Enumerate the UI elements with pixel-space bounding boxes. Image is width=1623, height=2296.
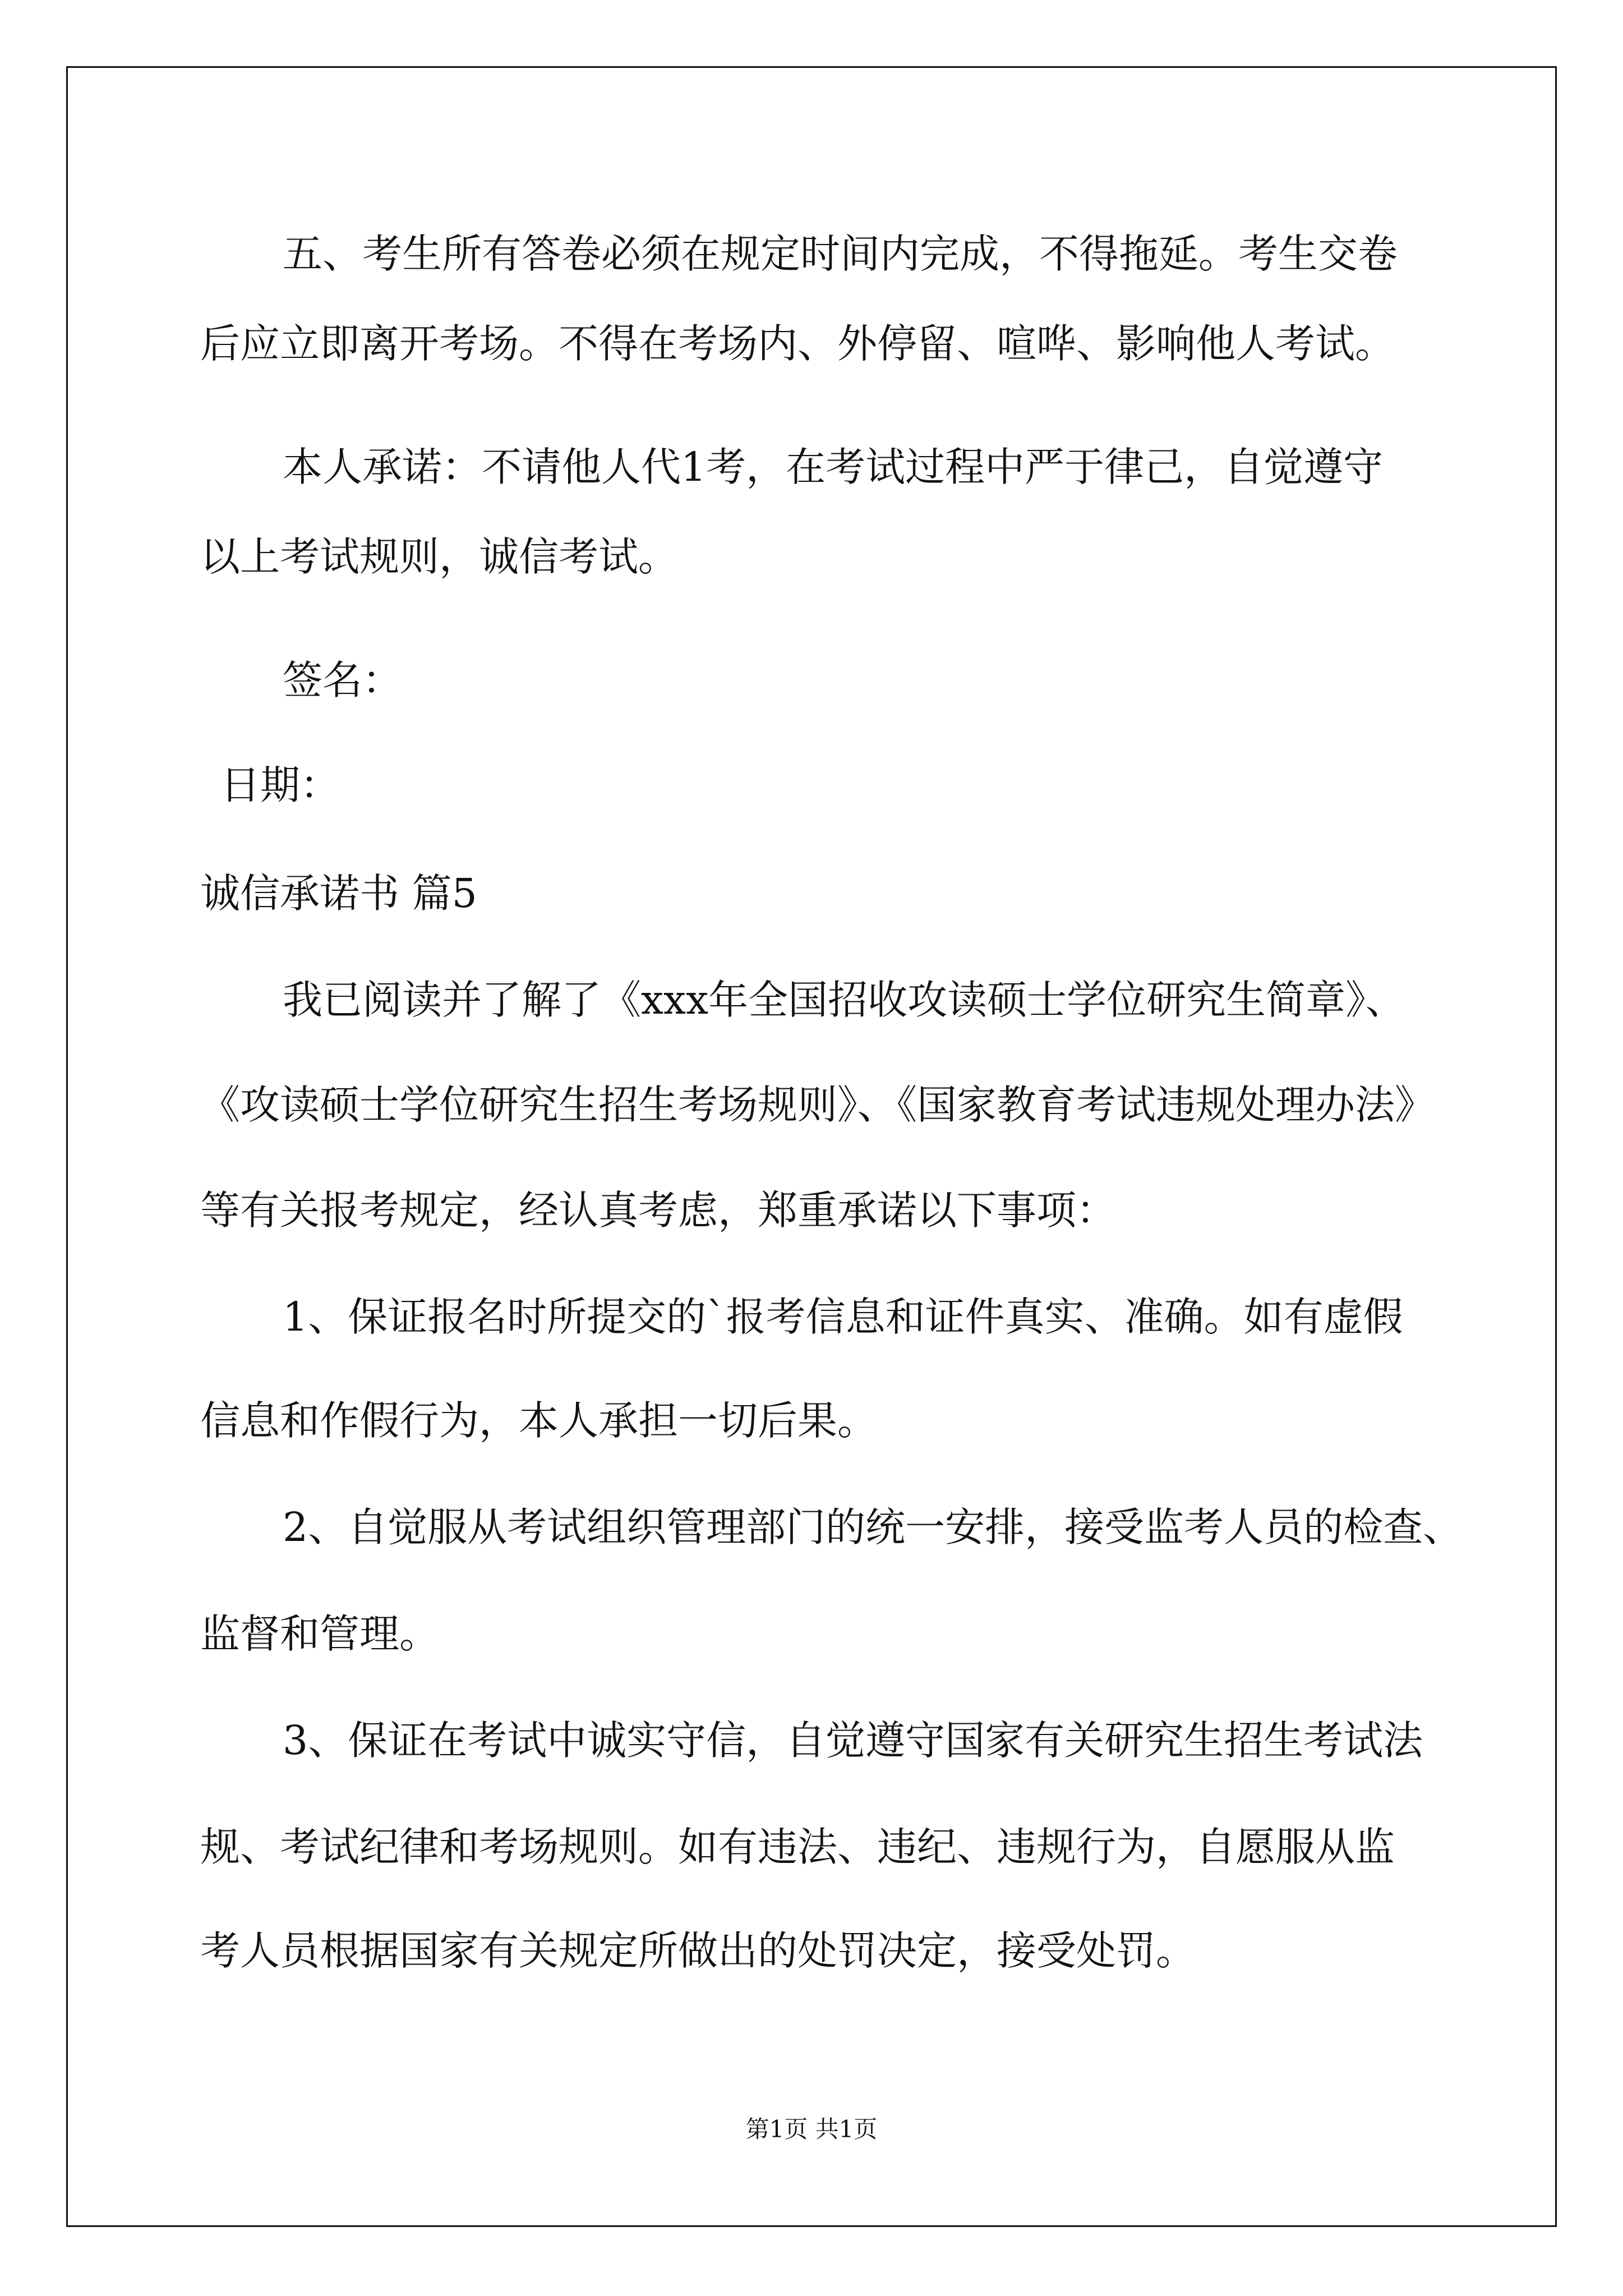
paragraph-line: 五、考生所有答卷必须在规定时间内完成，不得拖延。考生交卷 (283, 231, 1398, 277)
signature-label: 签名： (283, 657, 403, 703)
paragraph-line: 我已阅读并了解了《xxx年全国招收攻读硕士学位研究生简章》、 (283, 977, 1405, 1023)
paragraph-line: 《攻读硕士学位研究生招生考场规则》、《国家教育考试违规处理办法》 (200, 1082, 1435, 1128)
paragraph-line: 1、保证报名时所提交的`报考信息和证件真实、准确。如有虚假 (283, 1294, 1403, 1340)
section-heading: 诚信承诺书 篇5 (200, 870, 477, 917)
date-label: 日期： (220, 762, 340, 808)
page-border (66, 66, 1557, 2227)
page-footer: 第1页 共1页 (745, 2115, 878, 2143)
paragraph-line: 信息和作假行为，本人承担一切后果。 (200, 1397, 878, 1444)
paragraph-line: 规、考试纪律和考场规则。如有违法、违纪、违规行为，自愿服从监 (200, 1824, 1395, 1870)
paragraph-line: 考人员根据国家有关规定所做出的处罚决定，接受处罚。 (200, 1927, 1196, 1974)
paragraph-line: 监督和管理。 (200, 1611, 440, 1657)
paragraph-line: 等有关报考规定，经认真考虑，郑重承诺以下事项： (200, 1187, 1117, 1234)
paragraph-line: 后应立即离开考场。不得在考场内、外停留、喧哗、影响他人考试。 (200, 320, 1395, 367)
paragraph-line: 本人承诺：不请他人代1考，在考试过程中严于律己，自觉遵守 (283, 444, 1384, 490)
paragraph-line: 3、保证在考试中诚实守信，自觉遵守国家有关研究生招生考试法 (283, 1717, 1423, 1764)
paragraph-line: 以上考试规则，诚信考试。 (200, 533, 679, 580)
paragraph-line: 2、自觉服从考试组织管理部门的统一安排，接受监考人员的检查、 (283, 1504, 1463, 1550)
